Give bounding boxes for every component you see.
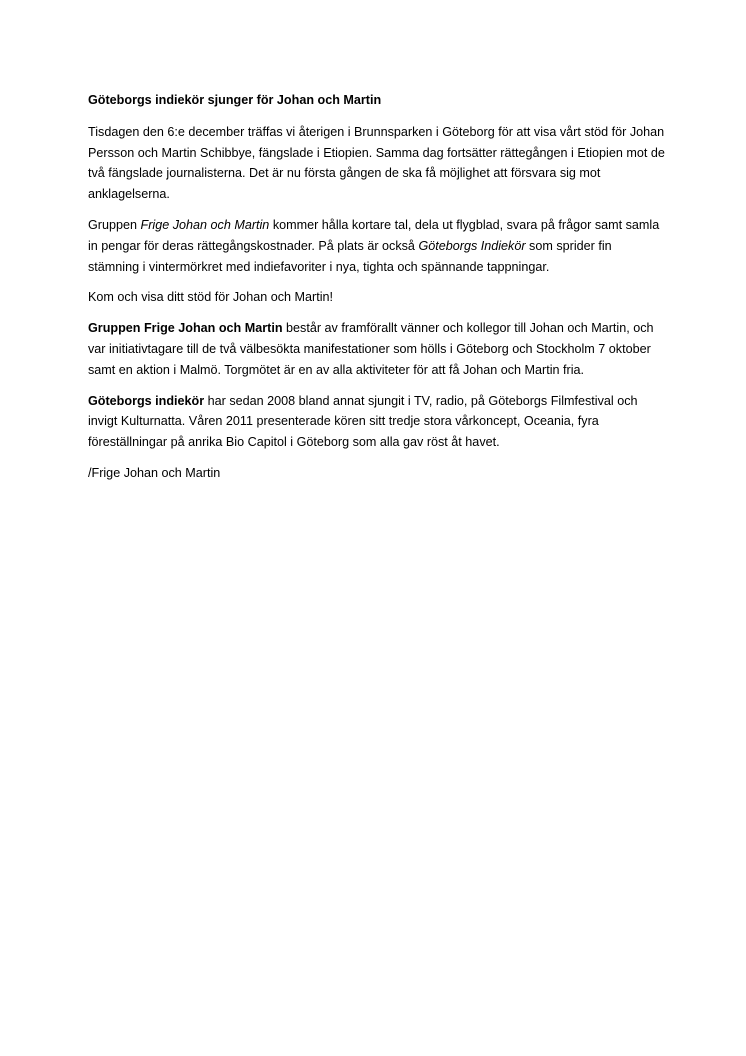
signature: /Frige Johan och Martin — [88, 465, 221, 480]
p5-text: har sedan 2008 bland annat sjungit i TV, radio, på Göteborgs Filmfestival och invigt Kulturnatta. Våren 2011 presenterade kören sitt tredje stora vårkoncept, Oceania, fyra föreställningar på anrika Bio Capitol i Göteborg som alla gav röst åt havet. — [88, 393, 638, 450]
document-page — [88, 90, 666, 494]
paragraph-group-about — [88, 318, 666, 380]
paragraph-choir-about — [88, 391, 666, 453]
p2-text-1: Gruppen — [88, 217, 141, 232]
p2-text-3: som sprider fin stämning i vintermörkret med indiefavoriter i nya, tighta och spännande tappningar. — [88, 238, 612, 274]
p4-bold-group-name: Gruppen Frige Johan och Martin — [88, 321, 283, 336]
document-title — [88, 90, 666, 111]
p4-text: består av framförallt vänner och kollegor till Johan och Martin, och var initiativtagare till de två välbesökta manifestationer som hölls i Göteborg och Stockholm 7 oktober samt en aktion i Malmö. Torgmötet är en av alla aktiviteter för att få Johan och Martin fria. — [88, 321, 654, 377]
paragraph-group-info — [88, 215, 666, 277]
p5-bold-choir-name: Göteborgs indiekör — [88, 393, 205, 408]
paragraph-intro: Tisdagen den 6:e december träffas vi återigen i Brunnsparken i Göteborg för att visa vårt stöd för Johan Persson och Martin Schibbye, fängslade i Etiopien. Samma dag fortsätter rättegången i Etiopien mot de två fängslade journalisterna. Det är nu första gången de ska få möjlighet att försvara sig mot anklagelserna. — [88, 124, 665, 202]
paragraph-call-to-action: Kom och visa ditt stöd för Johan och Martin! — [88, 290, 333, 305]
p2-text-2: kommer hålla kortare tal, dela ut flygblad, svara på frågor samt samla in pengar för deras rättegångskostnader. På plats är också — [88, 217, 660, 253]
p2-italic-choir-name: Göteborgs Indiekör — [418, 238, 526, 253]
p2-italic-group-name: Frige Johan och Martin — [140, 217, 270, 232]
title-text: Göteborgs indiekör sjunger för Johan och Martin — [88, 93, 382, 107]
